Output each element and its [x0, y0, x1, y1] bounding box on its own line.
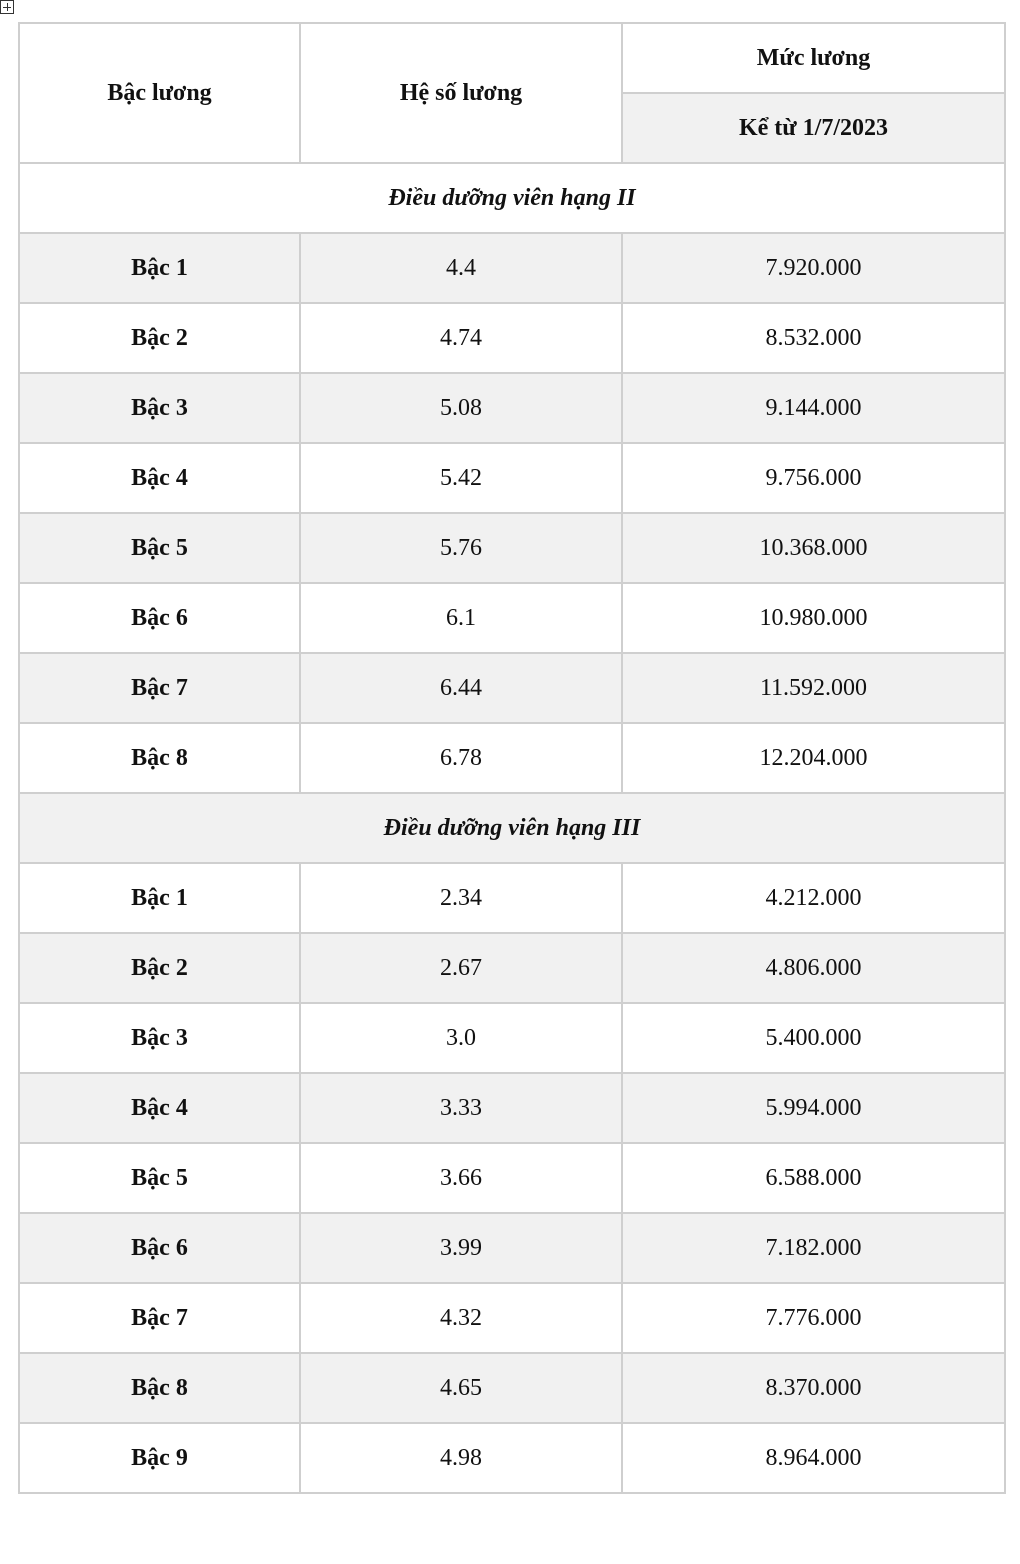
cell-grade: Bậc 3: [19, 1003, 300, 1073]
header-coefficient: Hệ số lương: [300, 23, 622, 163]
cell-coefficient: 3.99: [300, 1213, 622, 1283]
cell-coefficient: 3.33: [300, 1073, 622, 1143]
cell-salary: 8.370.000: [622, 1353, 1005, 1423]
cell-coefficient: 6.1: [300, 583, 622, 653]
cell-salary: 9.144.000: [622, 373, 1005, 443]
cell-salary: 11.592.000: [622, 653, 1005, 723]
cell-coefficient: 5.42: [300, 443, 622, 513]
table-row: [19, 233, 1005, 303]
cell-grade: Bậc 3: [19, 373, 300, 443]
cell-salary: 4.806.000: [622, 933, 1005, 1003]
cell-salary: 10.368.000: [622, 513, 1005, 583]
cell-coefficient: 2.67: [300, 933, 622, 1003]
table-row: [19, 1003, 1005, 1073]
cell-coefficient: 4.4: [300, 233, 622, 303]
cell-coefficient: 5.76: [300, 513, 622, 583]
table-move-handle-icon[interactable]: [0, 0, 14, 14]
section-title: Điều dưỡng viên hạng II: [19, 163, 1005, 233]
cell-coefficient: 5.08: [300, 373, 622, 443]
table-body: [19, 163, 1005, 1493]
table-row: [19, 513, 1005, 583]
header-grade: Bậc lương: [19, 23, 300, 163]
cell-salary: 5.994.000: [622, 1073, 1005, 1143]
table-row: [19, 933, 1005, 1003]
table-row: [19, 1283, 1005, 1353]
table-row: [19, 723, 1005, 793]
cell-grade: Bậc 7: [19, 1283, 300, 1353]
cell-coefficient: 6.44: [300, 653, 622, 723]
table-row: [19, 1213, 1005, 1283]
cell-grade: Bậc 1: [19, 233, 300, 303]
table-header: [19, 23, 1005, 163]
cell-grade: Bậc 4: [19, 1073, 300, 1143]
cell-salary: 6.588.000: [622, 1143, 1005, 1213]
cell-grade: Bậc 2: [19, 933, 300, 1003]
cell-coefficient: 3.66: [300, 1143, 622, 1213]
table-row: [19, 1143, 1005, 1213]
cell-salary: 9.756.000: [622, 443, 1005, 513]
table-row: [19, 583, 1005, 653]
cell-grade: Bậc 9: [19, 1423, 300, 1493]
cell-salary: 7.182.000: [622, 1213, 1005, 1283]
cell-salary: 5.400.000: [622, 1003, 1005, 1073]
section-row: [19, 793, 1005, 863]
cell-coefficient: 6.78: [300, 723, 622, 793]
section-title: Điều dưỡng viên hạng III: [19, 793, 1005, 863]
cell-coefficient: 2.34: [300, 863, 622, 933]
cell-grade: Bậc 7: [19, 653, 300, 723]
table-row: [19, 1353, 1005, 1423]
cell-grade: Bậc 6: [19, 1213, 300, 1283]
cell-grade: Bậc 6: [19, 583, 300, 653]
table-row: [19, 863, 1005, 933]
cell-grade: Bậc 5: [19, 1143, 300, 1213]
cell-grade: Bậc 1: [19, 863, 300, 933]
cell-coefficient: 4.65: [300, 1353, 622, 1423]
table-row: [19, 373, 1005, 443]
cell-salary: 7.920.000: [622, 233, 1005, 303]
cell-salary: 8.532.000: [622, 303, 1005, 373]
cell-salary: 10.980.000: [622, 583, 1005, 653]
cell-grade: Bậc 8: [19, 723, 300, 793]
cell-salary: 8.964.000: [622, 1423, 1005, 1493]
table-row: [19, 1073, 1005, 1143]
cell-salary: 12.204.000: [622, 723, 1005, 793]
table-row: [19, 303, 1005, 373]
cell-salary: 7.776.000: [622, 1283, 1005, 1353]
cell-coefficient: 4.32: [300, 1283, 622, 1353]
cell-grade: Bậc 2: [19, 303, 300, 373]
salary-table: [18, 22, 1006, 1494]
header-effective-from: Kể từ 1/7/2023: [622, 93, 1005, 163]
cell-coefficient: 4.98: [300, 1423, 622, 1493]
cell-coefficient: 3.0: [300, 1003, 622, 1073]
cell-salary: 4.212.000: [622, 863, 1005, 933]
header-salary: Mức lương: [622, 23, 1005, 93]
cell-coefficient: 4.74: [300, 303, 622, 373]
cell-grade: Bậc 8: [19, 1353, 300, 1423]
cell-grade: Bậc 5: [19, 513, 300, 583]
section-row: [19, 163, 1005, 233]
table-row: [19, 1423, 1005, 1493]
table-row: [19, 653, 1005, 723]
table-row: [19, 443, 1005, 513]
cell-grade: Bậc 4: [19, 443, 300, 513]
